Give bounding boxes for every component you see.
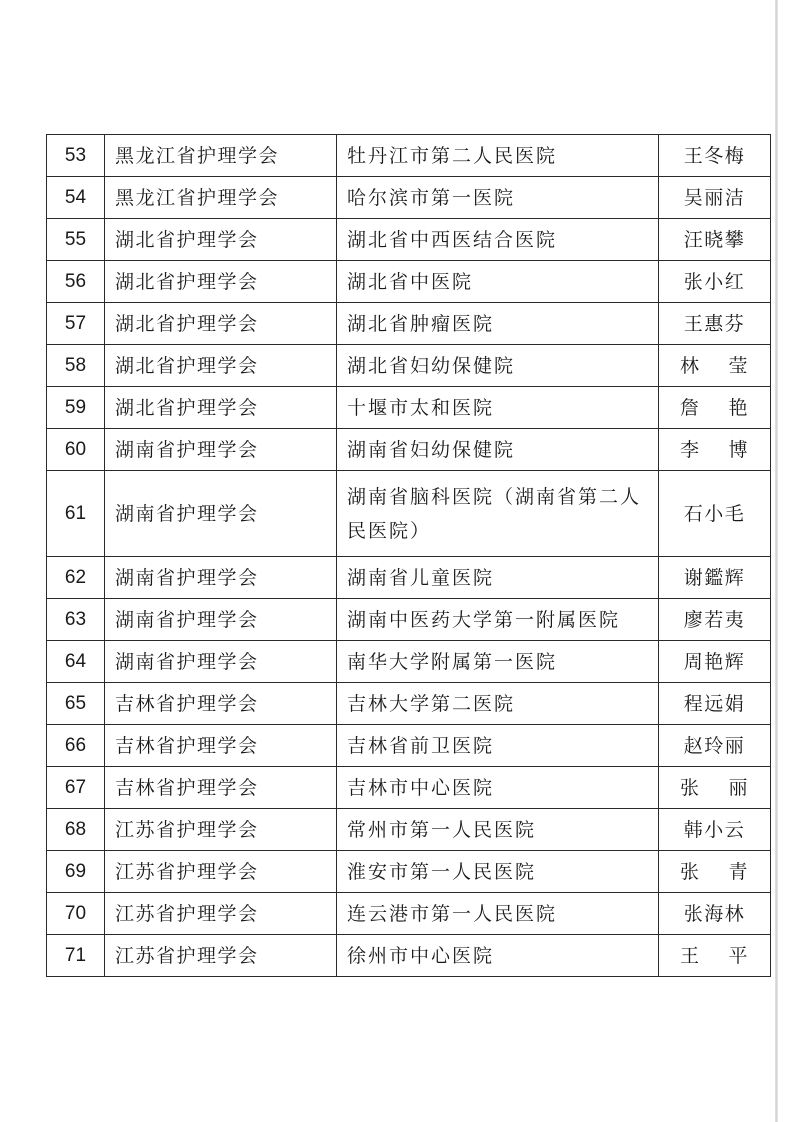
person-name-cell: 廖若夷 bbox=[659, 599, 771, 641]
hospital-cell: 常州市第一人民医院 bbox=[337, 809, 659, 851]
table-row bbox=[47, 935, 771, 977]
person-name-cell: 詹 艳 bbox=[659, 387, 771, 429]
table-row bbox=[47, 303, 771, 345]
society-cell: 湖南省护理学会 bbox=[105, 599, 337, 641]
table-row bbox=[47, 387, 771, 429]
hospital-cell: 湖北省中西医结合医院 bbox=[337, 219, 659, 261]
person-name-cell: 王 平 bbox=[659, 935, 771, 977]
table-row bbox=[47, 219, 771, 261]
table-row bbox=[47, 809, 771, 851]
row-number: 64 bbox=[47, 641, 105, 683]
person-name-cell: 张海林 bbox=[659, 893, 771, 935]
person-name-cell: 韩小云 bbox=[659, 809, 771, 851]
society-cell: 湖南省护理学会 bbox=[105, 641, 337, 683]
table-row bbox=[47, 261, 771, 303]
society-cell: 吉林省护理学会 bbox=[105, 767, 337, 809]
hospital-cell: 湖北省妇幼保健院 bbox=[337, 345, 659, 387]
row-number: 67 bbox=[47, 767, 105, 809]
row-number: 71 bbox=[47, 935, 105, 977]
society-cell: 湖北省护理学会 bbox=[105, 303, 337, 345]
table-row bbox=[47, 177, 771, 219]
row-number: 63 bbox=[47, 599, 105, 641]
society-cell: 湖北省护理学会 bbox=[105, 261, 337, 303]
person-name-cell: 赵玲丽 bbox=[659, 725, 771, 767]
society-cell: 湖南省护理学会 bbox=[105, 429, 337, 471]
person-name-cell: 李 博 bbox=[659, 429, 771, 471]
table-row bbox=[47, 599, 771, 641]
roster-table bbox=[46, 134, 771, 977]
society-cell: 江苏省护理学会 bbox=[105, 851, 337, 893]
society-cell: 黑龙江省护理学会 bbox=[105, 177, 337, 219]
society-cell: 湖南省护理学会 bbox=[105, 471, 337, 557]
table-row bbox=[47, 557, 771, 599]
society-cell: 吉林省护理学会 bbox=[105, 683, 337, 725]
hospital-cell: 湖北省中医院 bbox=[337, 261, 659, 303]
row-number: 68 bbox=[47, 809, 105, 851]
table-row bbox=[47, 683, 771, 725]
hospital-cell: 湖南省妇幼保健院 bbox=[337, 429, 659, 471]
row-number: 61 bbox=[47, 471, 105, 557]
person-name-cell: 王惠芬 bbox=[659, 303, 771, 345]
hospital-cell: 湖南省脑科医院（湖南省第二人民医院） bbox=[337, 471, 659, 557]
row-number: 59 bbox=[47, 387, 105, 429]
hospital-cell: 吉林省前卫医院 bbox=[337, 725, 659, 767]
person-name-cell: 张 丽 bbox=[659, 767, 771, 809]
society-cell: 湖北省护理学会 bbox=[105, 345, 337, 387]
hospital-cell: 十堰市太和医院 bbox=[337, 387, 659, 429]
scan-edge-shadow bbox=[775, 0, 778, 1122]
person-name-cell: 王冬梅 bbox=[659, 135, 771, 177]
hospital-cell: 哈尔滨市第一医院 bbox=[337, 177, 659, 219]
hospital-cell: 徐州市中心医院 bbox=[337, 935, 659, 977]
row-number: 58 bbox=[47, 345, 105, 387]
society-cell: 黑龙江省护理学会 bbox=[105, 135, 337, 177]
row-number: 62 bbox=[47, 557, 105, 599]
person-name-cell: 张 青 bbox=[659, 851, 771, 893]
row-number: 65 bbox=[47, 683, 105, 725]
hospital-cell: 湖北省肿瘤医院 bbox=[337, 303, 659, 345]
person-name-cell: 汪晓攀 bbox=[659, 219, 771, 261]
row-number: 55 bbox=[47, 219, 105, 261]
hospital-cell: 牡丹江市第二人民医院 bbox=[337, 135, 659, 177]
row-number: 60 bbox=[47, 429, 105, 471]
row-number: 66 bbox=[47, 725, 105, 767]
table-row bbox=[47, 135, 771, 177]
table-row bbox=[47, 641, 771, 683]
table-row bbox=[47, 893, 771, 935]
person-name-cell: 吴丽洁 bbox=[659, 177, 771, 219]
person-name-cell: 周艳辉 bbox=[659, 641, 771, 683]
society-cell: 湖北省护理学会 bbox=[105, 219, 337, 261]
society-cell: 吉林省护理学会 bbox=[105, 725, 337, 767]
row-number: 70 bbox=[47, 893, 105, 935]
person-name-cell: 谢鑑辉 bbox=[659, 557, 771, 599]
table-row bbox=[47, 345, 771, 387]
hospital-cell: 吉林市中心医院 bbox=[337, 767, 659, 809]
hospital-cell: 湖南省儿童医院 bbox=[337, 557, 659, 599]
person-name-cell: 程远娟 bbox=[659, 683, 771, 725]
table-row bbox=[47, 767, 771, 809]
person-name-cell: 林 莹 bbox=[659, 345, 771, 387]
hospital-cell: 淮安市第一人民医院 bbox=[337, 851, 659, 893]
person-name-cell: 张小红 bbox=[659, 261, 771, 303]
society-cell: 江苏省护理学会 bbox=[105, 893, 337, 935]
table-row bbox=[47, 471, 771, 557]
person-name-cell: 石小毛 bbox=[659, 471, 771, 557]
row-number: 69 bbox=[47, 851, 105, 893]
row-number: 54 bbox=[47, 177, 105, 219]
hospital-cell: 连云港市第一人民医院 bbox=[337, 893, 659, 935]
row-number: 57 bbox=[47, 303, 105, 345]
society-cell: 湖南省护理学会 bbox=[105, 557, 337, 599]
table-row bbox=[47, 851, 771, 893]
society-cell: 湖北省护理学会 bbox=[105, 387, 337, 429]
row-number: 56 bbox=[47, 261, 105, 303]
row-number: 53 bbox=[47, 135, 105, 177]
hospital-cell: 湖南中医药大学第一附属医院 bbox=[337, 599, 659, 641]
table-row bbox=[47, 429, 771, 471]
hospital-cell: 吉林大学第二医院 bbox=[337, 683, 659, 725]
society-cell: 江苏省护理学会 bbox=[105, 935, 337, 977]
table-row bbox=[47, 725, 771, 767]
hospital-cell: 南华大学附属第一医院 bbox=[337, 641, 659, 683]
society-cell: 江苏省护理学会 bbox=[105, 809, 337, 851]
